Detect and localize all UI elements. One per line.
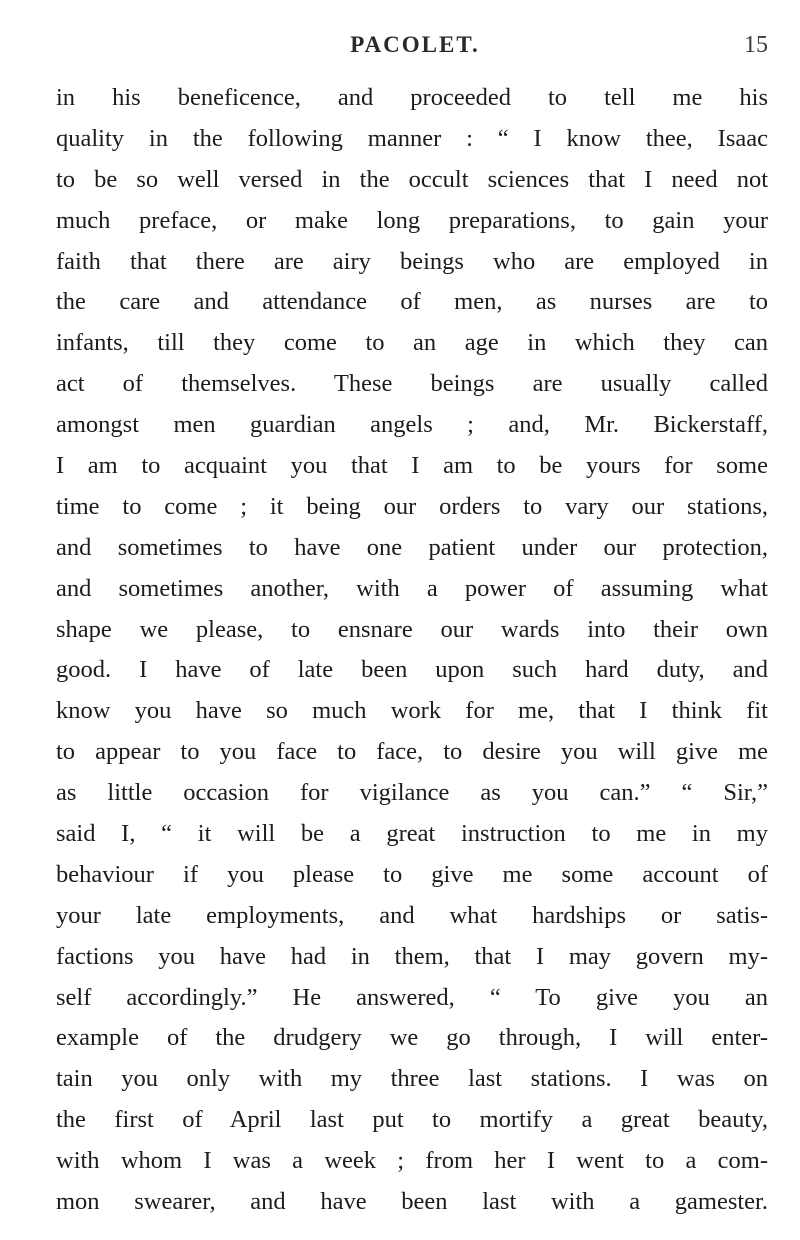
text-line: as little occasion for vigilance as you can.” “ Sir,” xyxy=(56,779,768,807)
text-line: I am to acquaint you that I am to be yours for some xyxy=(56,452,768,480)
text-line: act of themselves. These beings are usually called xyxy=(56,370,768,398)
text-line: your late employments, and what hardships or satis- xyxy=(56,901,768,929)
text-line: the care and attendance of men, as nurses are to xyxy=(56,288,768,316)
text-line: to appear to you face to face, to desire you will give me xyxy=(56,738,768,766)
text-line: with whom I was a week ; from her I went to a com- xyxy=(56,1147,768,1175)
text-line: said I, “ it will be a great instruction to me in my xyxy=(56,820,768,848)
body-text xyxy=(56,78,768,1223)
text-line: infants, till they come to an age in which they can xyxy=(56,329,768,357)
text-line: quality in the following manner : “ I know thee, Isaac xyxy=(56,124,768,152)
page-number: 15 xyxy=(744,32,768,58)
text-line: good. I have of late been upon such hard duty, and xyxy=(56,656,768,684)
text-line: behaviour if you please to give me some account of xyxy=(56,860,768,888)
text-line: time to come ; it being our orders to vary our stations, xyxy=(56,492,768,520)
text-line: mon swearer, and have been last with a gamester. xyxy=(56,1188,768,1216)
text-line: in his beneficence, and proceeded to tell me his xyxy=(56,84,768,111)
text-line: shape we please, to ensnare our wards into their own xyxy=(56,615,768,643)
running-title: PACOLET. xyxy=(350,32,480,57)
text-line: and sometimes to have one patient under our protection, xyxy=(56,533,768,561)
text-line: tain you only with my three last stations. I was on xyxy=(56,1065,768,1093)
text-line: to be so well versed in the occult sciences that I need not xyxy=(56,165,768,193)
text-line: factions you have had in them, that I may govern my- xyxy=(56,942,768,970)
text-line: self accordingly.” He answered, “ To give you an xyxy=(56,983,768,1011)
running-head xyxy=(56,32,768,62)
text-line: example of the drudgery we go through, I will enter- xyxy=(56,1024,768,1052)
text-line: faith that there are airy beings who are employed in xyxy=(56,247,768,275)
text-line: much preface, or make long preparations, to gain your xyxy=(56,206,768,234)
text-line: the first of April last put to mortify a great beauty, xyxy=(56,1106,768,1134)
text-line: know you have so much work for me, that I think fit xyxy=(56,697,768,725)
text-line: and sometimes another, with a power of assuming what xyxy=(56,574,768,602)
text-line: amongst men guardian angels ; and, Mr. Bickerstaff, xyxy=(56,411,768,439)
